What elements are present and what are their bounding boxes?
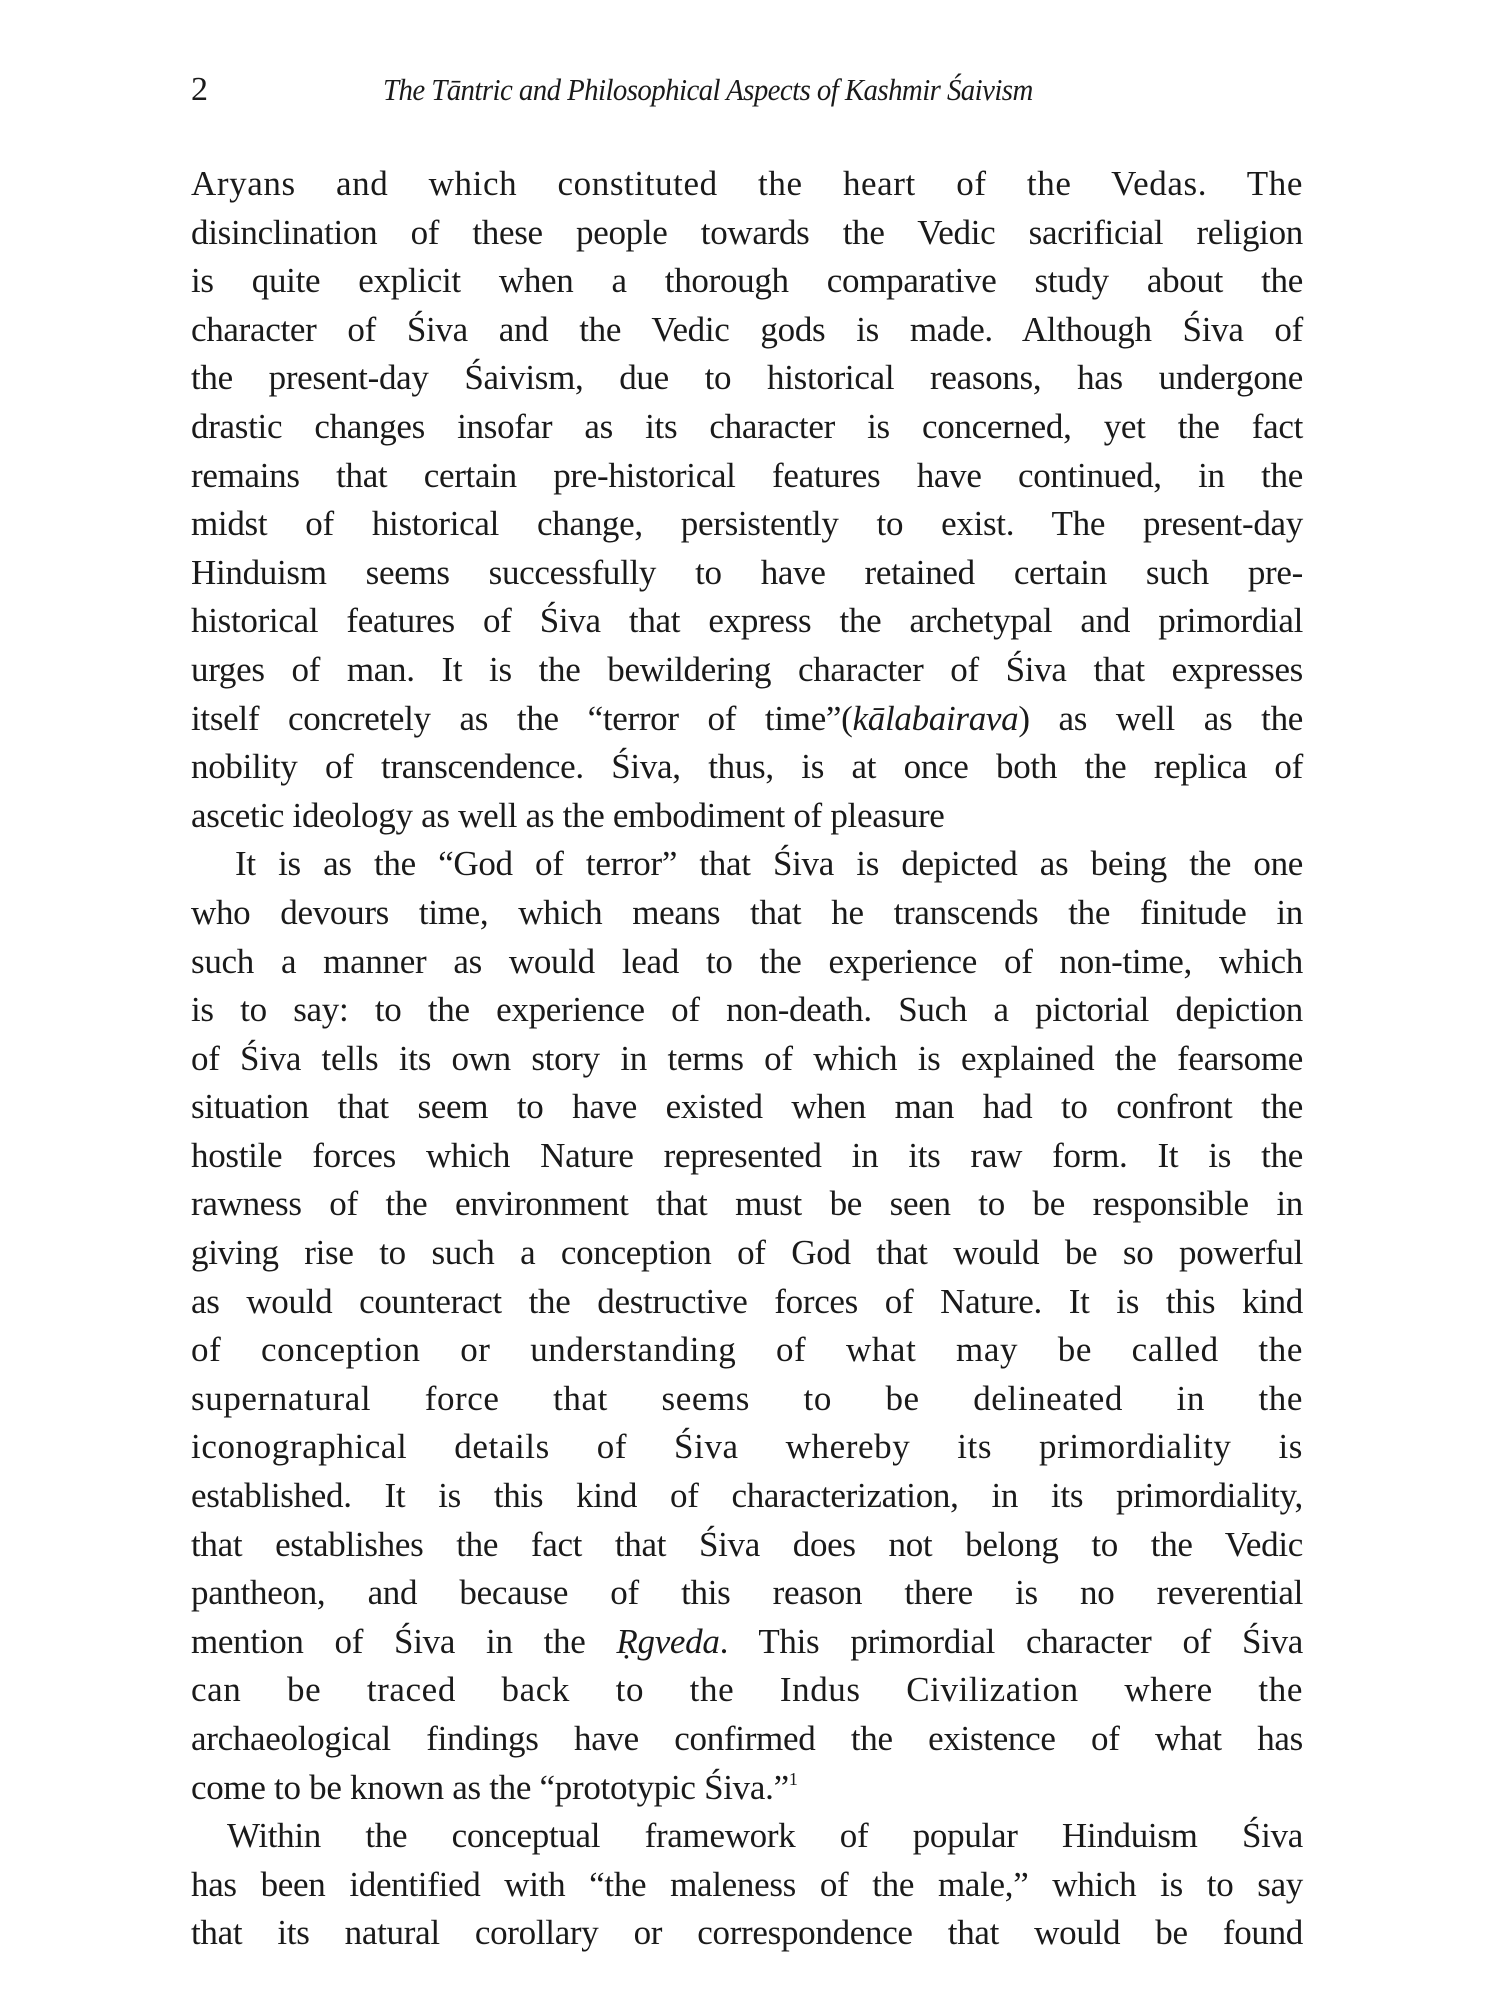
text-line: as would counteract the destructive forces of Nature. It is this kind xyxy=(191,1281,1303,1321)
text-segment: . This primordial character of Śiva xyxy=(719,1621,1303,1661)
text-line: Aryans and which constituted the heart of the Vedas. The xyxy=(191,164,1303,203)
text-line: that its natural corollary or correspondence that would be found xyxy=(191,1913,1303,1953)
text-line: ascetic ideology as well as the embodiment of pleasure xyxy=(191,795,945,835)
text-line: pantheon, and because of this reason there is no reverential xyxy=(191,1573,1303,1613)
footnote-marker[interactable]: 1 xyxy=(788,1768,798,1789)
text-line: is quite explicit when a thorough comparative study about the xyxy=(191,261,1303,301)
text-line: urges of man. It is the bewildering character of Śiva that expresses xyxy=(191,649,1303,689)
text-line: situation that seem to have existed when man had to confront the xyxy=(191,1087,1303,1127)
italic-term: Ṛgveda xyxy=(616,1621,720,1661)
text-line xyxy=(191,695,1303,744)
text-line: supernatural force that seems to be delineated in the xyxy=(191,1378,1303,1418)
text-line: that establishes the fact that Śiva does not belong to the Vedic xyxy=(191,1524,1303,1564)
text-line: such a manner as would lead to the experience of non-time, which xyxy=(191,941,1303,981)
text-line: is to say: to the experience of non-death. Such a pictorial depiction xyxy=(191,990,1303,1030)
body-text xyxy=(191,160,1303,1958)
text-line: remains that certain pre-historical features have continued, in the xyxy=(191,455,1303,495)
text-line: of conception or understanding of what may be called the xyxy=(191,1330,1303,1370)
text-line: can be traced back to the Indus Civilization where the xyxy=(191,1670,1303,1710)
text-line: historical features of Śiva that express the archetypal and primordial xyxy=(191,601,1303,641)
paragraph-start-line: Within the conceptual framework of popular Hinduism Śiva xyxy=(227,1816,1303,1856)
text-line: has been identified with “the maleness of the male,” which is to say xyxy=(191,1864,1303,1904)
text-segment: come to be known as the “prototypic Śiva.” xyxy=(191,1767,789,1807)
text-segment: mention of Śiva in the xyxy=(191,1621,617,1661)
text-line: the present-day Śaivism, due to historical reasons, has undergone xyxy=(191,358,1303,398)
running-head xyxy=(191,68,1303,112)
running-title: The Tāntric and Philosophical Aspects of Kashmir Śaivism xyxy=(383,72,1033,107)
text-line: character of Śiva and the Vedic gods is made. Although Śiva of xyxy=(191,309,1303,349)
text-line: of Śiva tells its own story in terms of which is explained the fearsome xyxy=(191,1038,1303,1078)
paragraph-start-line: It is as the “God of terror” that Śiva is depicted as being the one xyxy=(235,844,1303,884)
text-line: disinclination of these people towards the Vedic sacrificial religion xyxy=(191,212,1303,252)
text-segment: itself concretely as the “terror of time”( xyxy=(191,698,853,738)
text-line: who devours time, which means that he transcends the finitude in xyxy=(191,892,1303,932)
text-line: nobility of transcendence. Śiva, thus, is at once both the replica of xyxy=(191,747,1303,787)
page-number: 2 xyxy=(191,71,208,108)
text-line: Hinduism seems successfully to have retained certain such pre- xyxy=(191,552,1303,592)
text-line: established. It is this kind of characterization, in its primordiality, xyxy=(191,1476,1303,1516)
text-line: giving rise to such a conception of God that would be so powerful xyxy=(191,1233,1303,1273)
text-line xyxy=(191,1618,1303,1667)
text-line: rawness of the environment that must be seen to be responsible in xyxy=(191,1184,1303,1224)
text-line: drastic changes insofar as its character is concerned, yet the fact xyxy=(191,406,1303,446)
text-line: hostile forces which Nature represented in its raw form. It is the xyxy=(191,1135,1303,1175)
text-line: iconographical details of Śiva whereby its primordiality is xyxy=(191,1427,1303,1467)
text-line xyxy=(191,1764,1303,1813)
italic-term: kālabairava xyxy=(852,698,1019,738)
text-line: midst of historical change, persistently to exist. The present-day xyxy=(191,504,1303,544)
text-line: archaeological findings have confirmed the existence of what has xyxy=(191,1719,1303,1758)
text-segment: ) as well as the xyxy=(1018,698,1304,738)
